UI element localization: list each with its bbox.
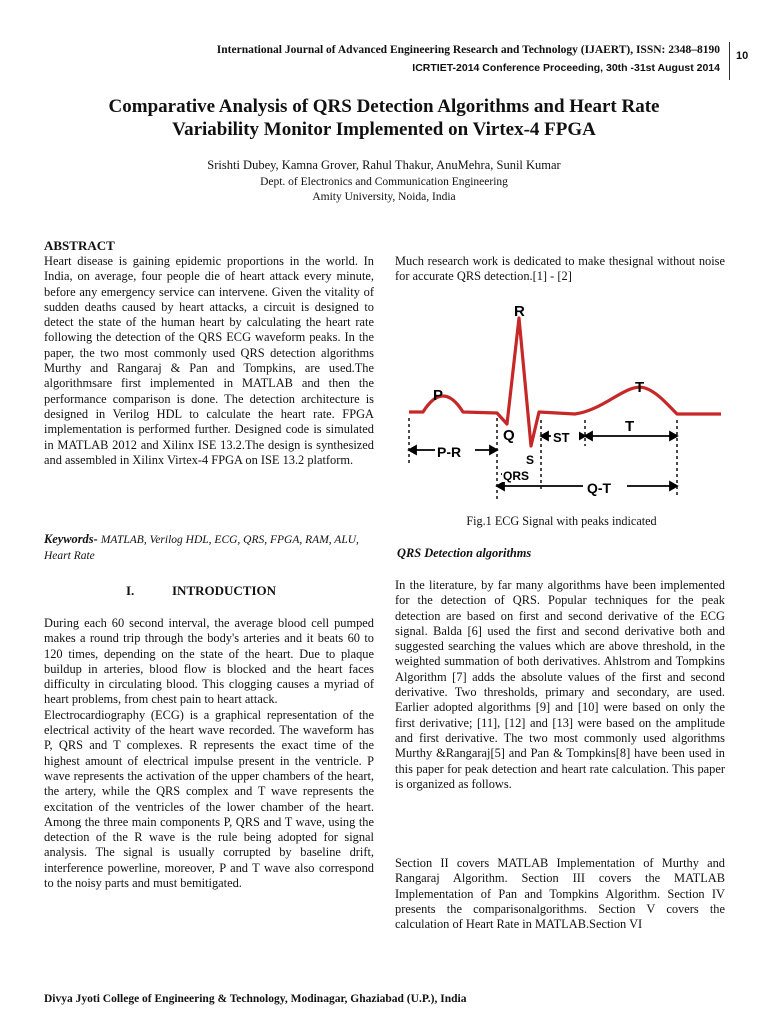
- qrs-section-body: [395, 578, 725, 792]
- keywords-label: Keywords-: [44, 532, 98, 546]
- qrs-section-heading: QRS Detection algorithms: [397, 546, 532, 560]
- qrs-label: QRS: [503, 469, 530, 483]
- authors: Srishti Dubey, Kamna Grover, Rahul Thakur, AnuMehra, Sunil Kumar: [207, 158, 561, 172]
- intro-paragraph-1: During each 60 second interval, the average blood cell pumped makes a round trip through the body's arteries and it beats 60 to 120 times, depending on the state of the heart. Due to plaque buildup in arteries, blood flow is blocked and the heart faces difficulty in circulating blood. This clogging causes a myriad of heart problems, from chest pain to heart attack.: [44, 616, 374, 707]
- t-label: T: [635, 379, 645, 396]
- keywords-text: MATLAB, Verilog HDL, ECG, QRS, FPGA, RAM, ALU, Heart Rate: [44, 534, 359, 563]
- ecg-figure: [405, 300, 725, 502]
- st-label: ST: [553, 430, 570, 445]
- conference-header: ICRTIET-2014 Conference Proceeding, 30th -31st August 2014: [412, 62, 720, 74]
- right-intro-paragraph: Much research work is dedicated to make thesignal without noise for accurate QRS detection.[1] - [2]: [395, 254, 725, 284]
- figure-caption: Fig.1 ECG Signal with peaks indicated: [466, 514, 657, 528]
- right-intro-text: [395, 254, 725, 285]
- qrs-paragraph-1: In the literature, by far many algorithms have been implemented for the detection of QRS. Popular techniques for the peak detection are based on first and second derivative of the ECG signal. Balda [6] used the first and second derivative both and suggested searching the values which are above threshold, in the weighted summation of both derivatives. Ahlstrom and Tompkins Algorithm [7] adds the absolute values of the first and second derivative. Two thresholds, primary and secondary, are used. Earlier adopted algorithms [9] and [10] were based on only the first derivative; [11], [12] and [13] were based on the amplitude and first derivative. The two most commonly used algorithms Murthy &Rangaraj[5] and Pan & Tompkins[8] have been used in this paper for peak detection and heart rate calculation. This paper is organized as follows.: [395, 578, 725, 791]
- qrs-paragraph-2: Section II covers MATLAB Implementation of Murthy and Rangaraj Algorithm. Section III covers the MATLAB Implementation of Pan and Tompkins Algorithm. Section IV presents the comparisonalgorithms. Section V covers the calculation of Heart Rate in MATLAB.Section VI: [395, 856, 725, 932]
- journal-header: International Journal of Advanced Engineering Research and Technology (IJAERT), ISSN: 2348–8190: [216, 44, 720, 56]
- q-label: Q: [503, 427, 515, 444]
- keywords: [44, 532, 374, 565]
- affiliation-university: Amity University, Noida, India: [312, 191, 456, 203]
- affiliation-dept: Dept. of Electronics and Communication Engineering: [260, 176, 508, 188]
- r-label: R: [514, 303, 525, 320]
- pr-label: P-R: [437, 444, 462, 460]
- intro-body: [44, 616, 374, 891]
- page-footer: Divya Jyoti College of Engineering & Technology, Modinagar, Ghaziabad (U.P.), India: [44, 993, 467, 1005]
- intro-paragraph-2: Electrocardiography (ECG) is a graphical representation of the electrical activity of the heart wave recorded. The waveform has P, QRS and T complexes. R represents the exact time of the highest amount of electrical impulse present in the ventricle. P wave represents the activation of the upper chambers of the heart, the artery, while the QRS complex and T wave represents the excitation of the ventricles of the lower chamber of the heart. Among the three main components P, QRS and T wave, using the detection of the R wave is the rule being adopted for signal analysis. The signal is usually corrupted by baseline drift, interference powerline, moreover, P and T wave also correspond to the noisy parts and must bemitigated.: [44, 707, 374, 891]
- title-line-1: Comparative Analysis of QRS Detection Algorithms and Heart Rate: [108, 96, 660, 117]
- title-line-2: Variability Monitor Implemented on Virtex-4 FPGA: [172, 119, 596, 140]
- abstract-heading: ABSTRACT: [44, 238, 115, 253]
- qt-label: Q-T: [587, 480, 612, 496]
- page-number: 10: [736, 50, 749, 62]
- s-label: S: [526, 453, 535, 467]
- abstract-body: [44, 254, 374, 468]
- intro-heading: INTRODUCTION: [172, 583, 277, 598]
- header-divider: [729, 42, 730, 80]
- abstract-text: Heart disease is gaining epidemic proportions in the world. In India, on average, four people die of heart attack every minute, before any emergency service can intervene. Given the vitality of sudden deaths caused by heart attacks, a circuit is designed to detect the state of the human heart by calculating the heart rate following the detection of the QRS ECG waveform peaks. In the paper, the two most commonly used QRS detection algorithms Murthy and Rangaraj & Pan and Tompkins, are used.The algorithmsare first implemented in MATLAB and then the performance comparison is done. The detection architecture is designed in Verilog HDL to calculate the heart rate. FPGA implementation is performed further. Designed code is simulated in MATLAB 2012 and Xilinx ISE 13.2.The design is synthesized and assembled in Xilinx Virtex-4 FPGA on ISE 13.2 platform.: [44, 254, 374, 467]
- qrs-section-body-2: [395, 856, 725, 932]
- t-interval-label: T: [625, 418, 635, 435]
- intro-section-number: I.: [126, 583, 135, 598]
- p-label: P: [433, 387, 444, 404]
- paper-title: [40, 95, 728, 141]
